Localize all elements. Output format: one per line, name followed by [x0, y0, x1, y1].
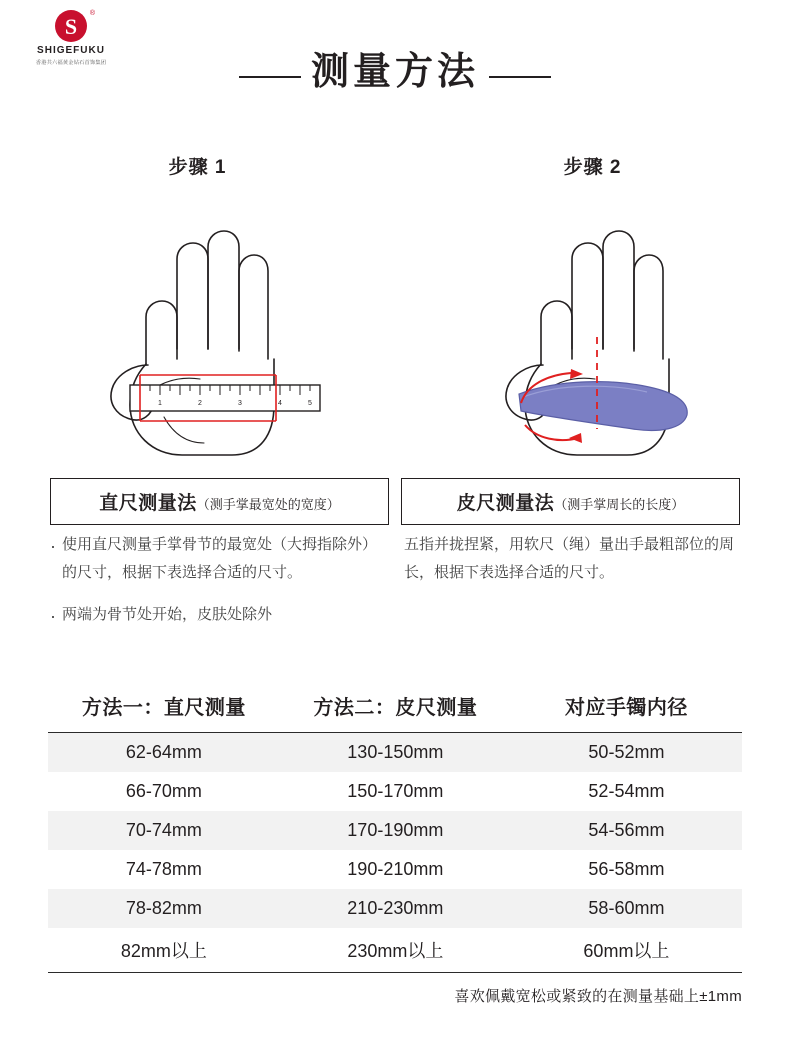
step-2-label: 步骤 2 [563, 157, 622, 178]
steps-row [0, 152, 790, 459]
step-1-illustration [0, 189, 395, 459]
registered-mark: ® [89, 10, 95, 17]
step-2 [395, 152, 790, 459]
page-title [0, 50, 790, 96]
notes-column-left [50, 531, 390, 642]
note-item: 五指并拢捏紧，用软尺（绳）量出手最粗部位的周长，根据下表选择合适的尺寸。 [404, 536, 735, 581]
hand-with-tape-measure-icon [463, 189, 723, 459]
method-box-tape [401, 478, 740, 525]
note-item: · 使用直尺测量手掌骨节的最宽处（大拇指除外）的尺寸，根据下表选择合适的尺寸。 [50, 531, 390, 587]
table-header-cell: 方法二：皮尺测量 [313, 697, 478, 719]
table-cell: 60mm以上 [583, 941, 670, 961]
method-box-ruler [50, 478, 389, 525]
size-table-wrap [48, 685, 742, 973]
title-text: 测量方法 [310, 51, 479, 93]
table-cell: 78-82mm [125, 898, 202, 918]
method-box-tape-title: 皮尺测量法 [456, 493, 555, 514]
notes-column-right [404, 531, 744, 642]
method-box-ruler-desc: （测手掌最宽处的宽度） [196, 497, 340, 512]
table-cell: 210-230mm [347, 898, 444, 918]
table-cell: 66-70mm [125, 781, 202, 801]
svg-text:2: 2 [197, 400, 202, 407]
table-cell: 230mm以上 [347, 941, 444, 961]
footnote: 喜欢佩戴宽松或紧致的在测量基础上±1mm [454, 988, 742, 1005]
table-header-row [48, 685, 742, 732]
table-cell: 74-78mm [125, 859, 202, 879]
table-cell: 50-52mm [588, 742, 665, 762]
title-rule-left [239, 76, 301, 78]
table-header-cell: 方法一：直尺测量 [81, 697, 246, 719]
table-cell: 56-58mm [588, 859, 665, 879]
size-table-body-table [48, 733, 742, 972]
step-1 [0, 152, 395, 459]
size-table [48, 685, 742, 732]
hand-with-ruler-icon [68, 189, 328, 459]
table-header-cell: 对应手镯内径 [564, 697, 688, 719]
size-table-body [48, 733, 742, 972]
size-table-head [48, 685, 742, 732]
table-row [48, 772, 742, 811]
table-row [48, 850, 742, 889]
svg-text:3: 3 [237, 400, 242, 407]
notes-row [50, 531, 750, 642]
svg-text:5: 5 [307, 400, 312, 407]
logo-brand-name: SHIGEFUKU [37, 45, 105, 56]
table-row [48, 889, 742, 928]
title-rule-right [489, 76, 551, 78]
table-cell: 54-56mm [588, 820, 665, 840]
svg-text:4: 4 [277, 400, 282, 407]
table-cell: 190-210mm [347, 859, 444, 879]
table-cell: 70-74mm [125, 820, 202, 840]
logo-subtitle: 香港共六福黄金钻石首饰集团 [35, 60, 107, 66]
table-cell: 170-190mm [347, 820, 444, 840]
svg-text:S: S [64, 14, 78, 39]
table-cell: 58-60mm [588, 898, 665, 918]
table-cell: 52-54mm [588, 781, 665, 801]
logo-mark-icon [53, 8, 95, 44]
table-row [48, 811, 742, 850]
table-cell: 82mm以上 [120, 941, 207, 961]
method-box-ruler-title: 直尺测量法 [99, 493, 197, 514]
table-cell: 62-64mm [125, 742, 202, 762]
table-cell: 130-150mm [347, 742, 444, 762]
table-cell: 150-170mm [347, 781, 444, 801]
table-row [48, 733, 742, 772]
svg-text:1: 1 [157, 400, 162, 407]
method-box-tape-desc: （测手掌周长的长度） [554, 497, 685, 512]
note-item: · 两端为骨节处开始，皮肤处除外 [50, 601, 390, 629]
table-bottom-rule [48, 972, 742, 973]
step-1-label: 步骤 1 [168, 157, 227, 178]
method-boxes [50, 478, 740, 525]
table-row [48, 928, 742, 972]
step-2-illustration [395, 189, 790, 459]
